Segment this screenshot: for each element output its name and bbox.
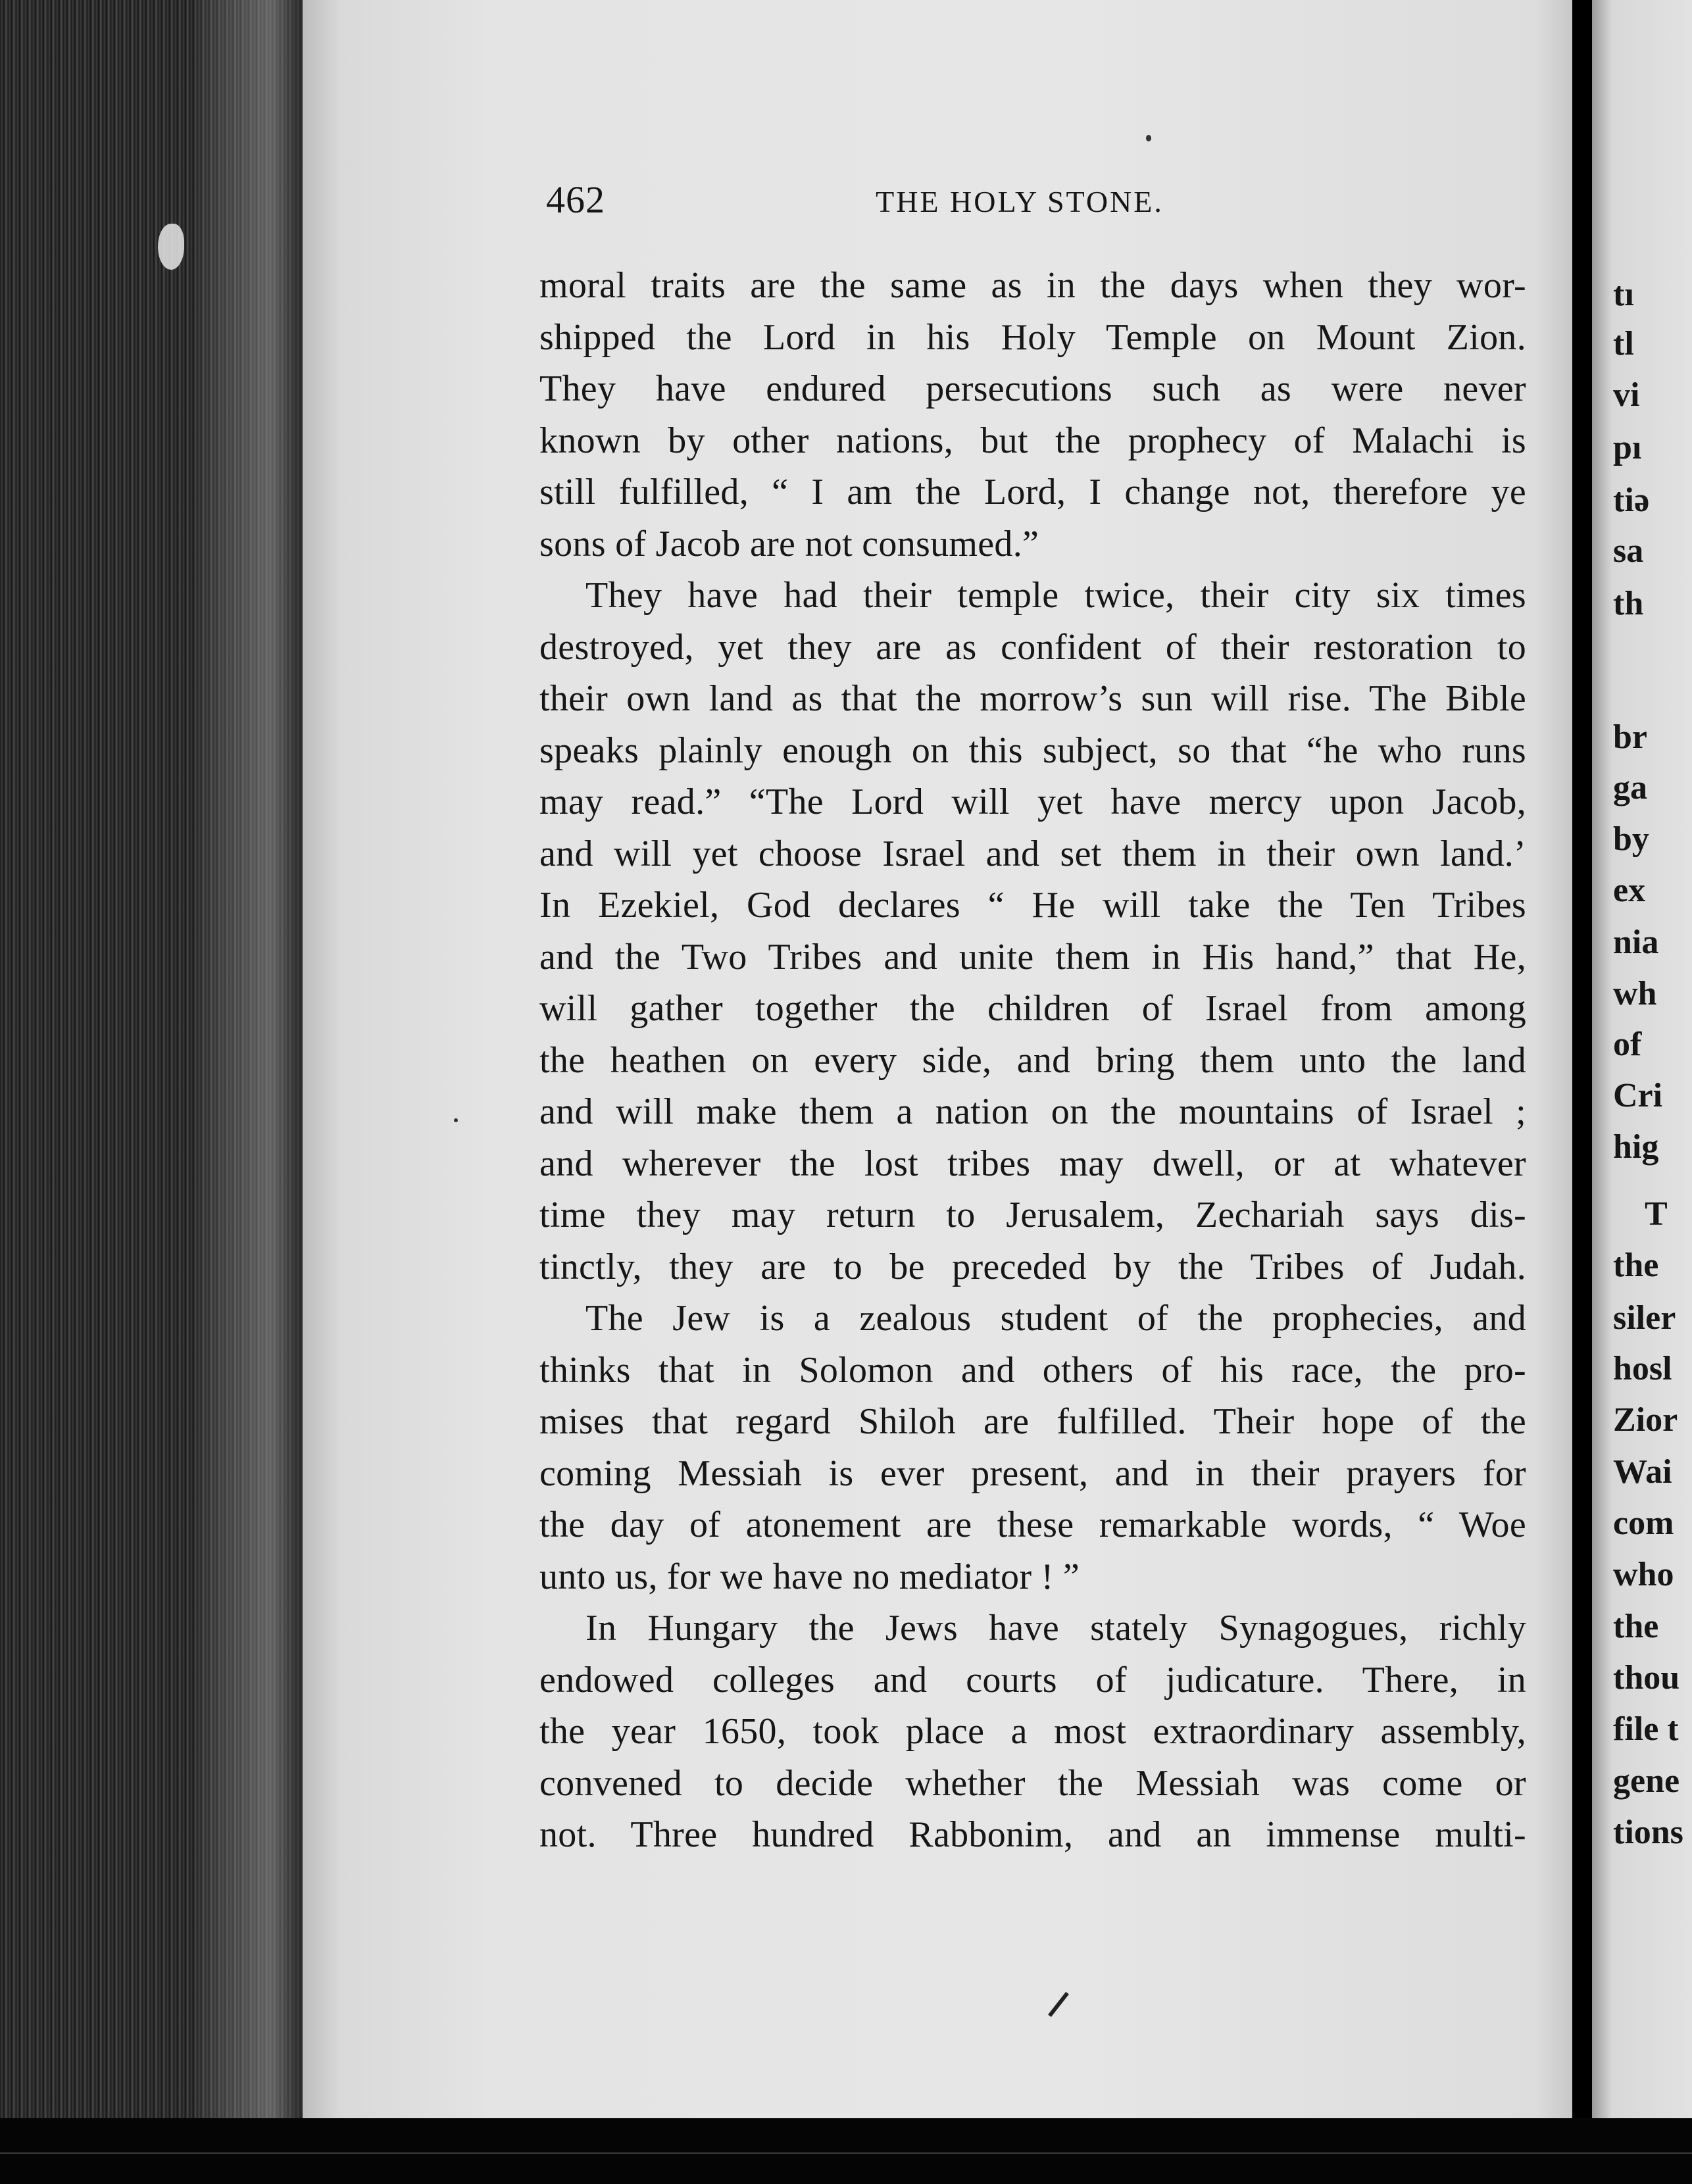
facing-text-fragment: ex — [1613, 872, 1646, 909]
text-line: thinks that in Solomon and others of his race, the pro- — [539, 1349, 1526, 1391]
text-line: In Ezekiel, God declares “ He will take the Ten Tribes — [539, 885, 1526, 926]
text-line: They have endured persecutions such as were never — [539, 368, 1526, 409]
page-number: 462 — [546, 178, 605, 221]
facing-text-fragment: br — [1613, 718, 1647, 756]
ink-speck — [1146, 135, 1151, 141]
facing-text-fragment: com — [1613, 1504, 1674, 1542]
facing-text-fragment: file t — [1613, 1710, 1679, 1748]
text-line: unto us, for we have no mediator ! ” — [539, 1556, 1080, 1597]
facing-text-fragment: hosl — [1613, 1350, 1672, 1387]
facing-text-fragment: tl — [1613, 325, 1634, 362]
facing-text-fragment: the — [1613, 1247, 1659, 1284]
text-line: and will yet choose Israel and set them in their own land.’ — [539, 833, 1526, 874]
scanner-bottom-edge — [0, 2118, 1692, 2184]
text-line: endowed colleges and courts of judicature. There, in — [539, 1659, 1526, 1700]
facing-text-fragment: by — [1613, 820, 1649, 858]
text-line: will gather together the children of Israel from among — [539, 988, 1526, 1029]
text-line: coming Messiah is ever present, and in their prayers for — [539, 1452, 1526, 1494]
text-line: their own land as that the morrow’s sun will rise. The Bible — [539, 678, 1526, 719]
text-line: mises that regard Shiloh are fulfilled. Their hope of the — [539, 1401, 1526, 1442]
facing-text-fragment: of — [1613, 1026, 1642, 1063]
facing-text-fragment: siler — [1613, 1299, 1676, 1337]
text-line: and will make them a nation on the mountains of Israel ; — [539, 1091, 1526, 1132]
text-line: the heathen on every side, and bring them unto the land — [539, 1039, 1526, 1081]
text-line: destroyed, yet they are as confident of their restoration to — [539, 626, 1526, 668]
text-line: tinctly, they are to be preceded by the Tribes of Judah. — [539, 1246, 1526, 1287]
facing-text-fragment: the — [1613, 1608, 1659, 1645]
book-page-462 — [303, 0, 1572, 2118]
text-line: The Jew is a zealous student of the prophecies, and — [585, 1298, 1526, 1339]
facing-text-fragment: thou — [1613, 1659, 1680, 1697]
text-line: may read.” “The Lord will yet have mercy upon Jacob, — [539, 782, 1526, 822]
text-line: the year 1650, took place a most extraordinary assembly, — [539, 1711, 1526, 1752]
text-line: In Hungary the Jews have stately Synagogues, richly — [585, 1608, 1526, 1649]
running-head — [546, 178, 1493, 230]
facing-text-fragment: wh — [1613, 975, 1657, 1012]
text-line: shipped the Lord in his Holy Temple on Mount Zion. — [539, 316, 1526, 358]
facing-text-fragment: tı — [1613, 276, 1634, 313]
text-line: and the Two Tribes and unite them in His hand,” that He, — [539, 936, 1526, 978]
facing-text-fragment: vi — [1613, 376, 1640, 414]
text-line: not. Three hundred Rabbonim, and an immense multi- — [539, 1814, 1526, 1855]
ink-speck — [454, 1118, 458, 1122]
facing-text-fragment: ga — [1613, 769, 1647, 807]
text-line: still fulfilled, “ I am the Lord, I change not, therefore ye — [539, 472, 1526, 512]
facing-text-fragment: pı — [1613, 429, 1642, 466]
text-line: They have had their temple twice, their city six times — [585, 575, 1526, 616]
facing-text-fragment: sa — [1613, 532, 1644, 570]
facing-text-fragment: who — [1613, 1556, 1674, 1593]
text-line: convened to decide whether the Messiah was come or — [539, 1762, 1526, 1804]
facing-text-fragment: Zior — [1613, 1401, 1678, 1439]
book-page-edges — [0, 0, 303, 2184]
paper-tab-mark — [158, 224, 184, 270]
facing-text-fragment: Cri — [1613, 1077, 1663, 1114]
text-line: sons of Jacob are not consumed.” — [539, 523, 1039, 564]
text-line: moral traits are the same as in the days when they wor- — [539, 265, 1526, 306]
facing-text-fragment: tions — [1613, 1814, 1683, 1851]
gutter-shadow — [1572, 0, 1592, 2118]
running-title: THE HOLY STONE. — [876, 185, 1164, 218]
text-line: speaks plainly enough on this subject, so that “he who runs — [539, 730, 1526, 771]
text-line: and wherever the lost tribes may dwell, or at whatever — [539, 1143, 1526, 1184]
facing-text-fragment: Wai — [1613, 1453, 1672, 1491]
facing-text-fragment: nia — [1613, 924, 1659, 961]
facing-page-fragment — [1592, 0, 1692, 2118]
facing-text-fragment: hig — [1613, 1128, 1659, 1166]
facing-text-fragment: th — [1613, 585, 1644, 622]
facing-text-fragment: T — [1645, 1195, 1668, 1233]
body-text — [539, 260, 1526, 1861]
facing-text-fragment: gene — [1613, 1762, 1680, 1800]
pen-mark — [1048, 1992, 1069, 2017]
text-line: time they may return to Jerusalem, Zechariah says dis- — [539, 1195, 1526, 1235]
text-line: known by other nations, but the prophecy of Malachi is — [539, 420, 1526, 461]
text-line: the day of atonement are these remarkable words, “ Woe — [539, 1504, 1526, 1545]
facing-text-fragment: tiǝ — [1613, 482, 1649, 519]
